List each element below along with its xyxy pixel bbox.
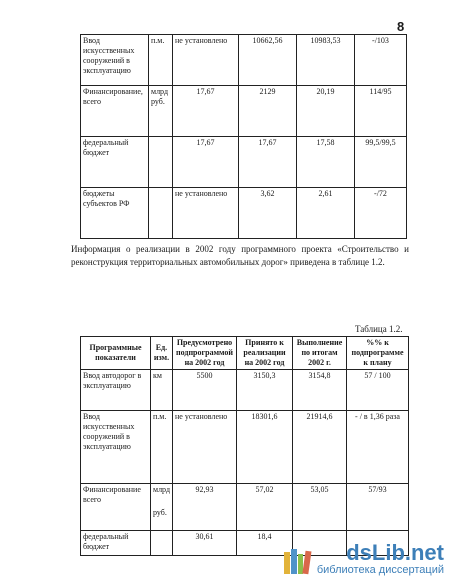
table-cell: 3,62 bbox=[239, 188, 297, 239]
body-paragraph: Информация о реализации в 2002 году программного проекта «Строительство и реконструкция территориальных автомобильных дорог» приведена в таблице 1.2. bbox=[71, 244, 409, 267]
table-cell bbox=[149, 188, 173, 239]
table-cell: -/72 bbox=[355, 188, 407, 239]
table-cell: бюджеты субъектов РФ bbox=[81, 188, 149, 239]
column-header: Ед. изм. bbox=[151, 337, 173, 370]
table-cell: 10983,53 bbox=[297, 35, 355, 86]
table-cell: не установлено bbox=[173, 188, 239, 239]
table-cell: 92,93 bbox=[173, 484, 237, 531]
unit-line: млрд bbox=[153, 485, 171, 494]
table-cell: федеральный бюджет bbox=[81, 137, 149, 188]
table-cell: не установлено bbox=[173, 411, 237, 484]
table-cell: 30,61 bbox=[173, 531, 237, 556]
watermark-brand: dsLib.net bbox=[346, 540, 444, 565]
table-cell: -/103 bbox=[355, 35, 407, 86]
table-cell: 53,05 bbox=[293, 484, 347, 531]
table-cell: - / в 1,36 раза bbox=[347, 411, 409, 484]
table-row bbox=[81, 137, 407, 188]
table-row bbox=[81, 35, 407, 86]
column-header: Предусмотрено подпрограммой на 2002 год bbox=[173, 337, 237, 370]
table-cell: 10662,56 bbox=[239, 35, 297, 86]
table-cell: 2,61 bbox=[297, 188, 355, 239]
table-caption: Таблица 1.2. bbox=[355, 324, 403, 334]
table-header-row bbox=[81, 337, 409, 370]
table-cell: 57/93 bbox=[347, 484, 409, 531]
table-row bbox=[81, 188, 407, 239]
table-row bbox=[81, 370, 409, 411]
table-cell: Ввод искусственных сооружений в эксплуатацию bbox=[81, 35, 149, 86]
table-cell: 17,67 bbox=[173, 137, 239, 188]
table-cell: Финансирование, всего bbox=[81, 86, 149, 137]
table-cell: 18,4 bbox=[237, 531, 293, 556]
table-cell: 99,5/99,5 bbox=[355, 137, 407, 188]
column-header: Программные показатели bbox=[81, 337, 151, 370]
table-cell: Ввод автодорог в эксплуатацию bbox=[81, 370, 151, 411]
table-cell: 2129 bbox=[239, 86, 297, 137]
table-cell: 17,67 bbox=[239, 137, 297, 188]
dslib-logo-icon bbox=[282, 546, 312, 576]
unit-line: руб. bbox=[153, 508, 167, 517]
table-cell: 3154,8 bbox=[293, 370, 347, 411]
column-header: Принято к реализации на 2002 год bbox=[237, 337, 293, 370]
column-header: %% к подпрограмме к плану bbox=[347, 337, 409, 370]
table-cell: Ввод искусственных сооружений в эксплуатацию bbox=[81, 411, 151, 484]
column-header: Выполнение по итогам 2002 г. bbox=[293, 337, 347, 370]
table-cell: 5500 bbox=[173, 370, 237, 411]
table-cell: 57,02 bbox=[237, 484, 293, 531]
table-cell: 20,19 bbox=[297, 86, 355, 137]
table-row bbox=[81, 484, 409, 531]
table-cell: 18301,6 bbox=[237, 411, 293, 484]
table-cell bbox=[151, 531, 173, 556]
table-cell: 21914,6 bbox=[293, 411, 347, 484]
table-cell: не установлено bbox=[173, 35, 239, 86]
watermark bbox=[282, 542, 444, 576]
table-2 bbox=[80, 336, 409, 556]
table-cell: 17,58 bbox=[297, 137, 355, 188]
table-1 bbox=[80, 34, 407, 239]
table-cell bbox=[149, 137, 173, 188]
table-cell: Финансирование всего bbox=[81, 484, 151, 531]
table-cell: 3150,3 bbox=[237, 370, 293, 411]
table-cell: км bbox=[151, 370, 173, 411]
table-cell: п.м. bbox=[151, 411, 173, 484]
table-cell: 114/95 bbox=[355, 86, 407, 137]
table-cell: 17,67 bbox=[173, 86, 239, 137]
table-cell: 57 / 100 bbox=[347, 370, 409, 411]
watermark-subtitle: библиотека диссертаций bbox=[316, 564, 444, 576]
page-number: 8 bbox=[397, 19, 405, 34]
table-cell bbox=[151, 484, 173, 531]
table-row bbox=[81, 411, 409, 484]
table-cell: млрд руб. bbox=[149, 86, 173, 137]
table-cell: федеральный бюджет bbox=[81, 531, 151, 556]
table-cell: п.м. bbox=[149, 35, 173, 86]
table-row bbox=[81, 86, 407, 137]
